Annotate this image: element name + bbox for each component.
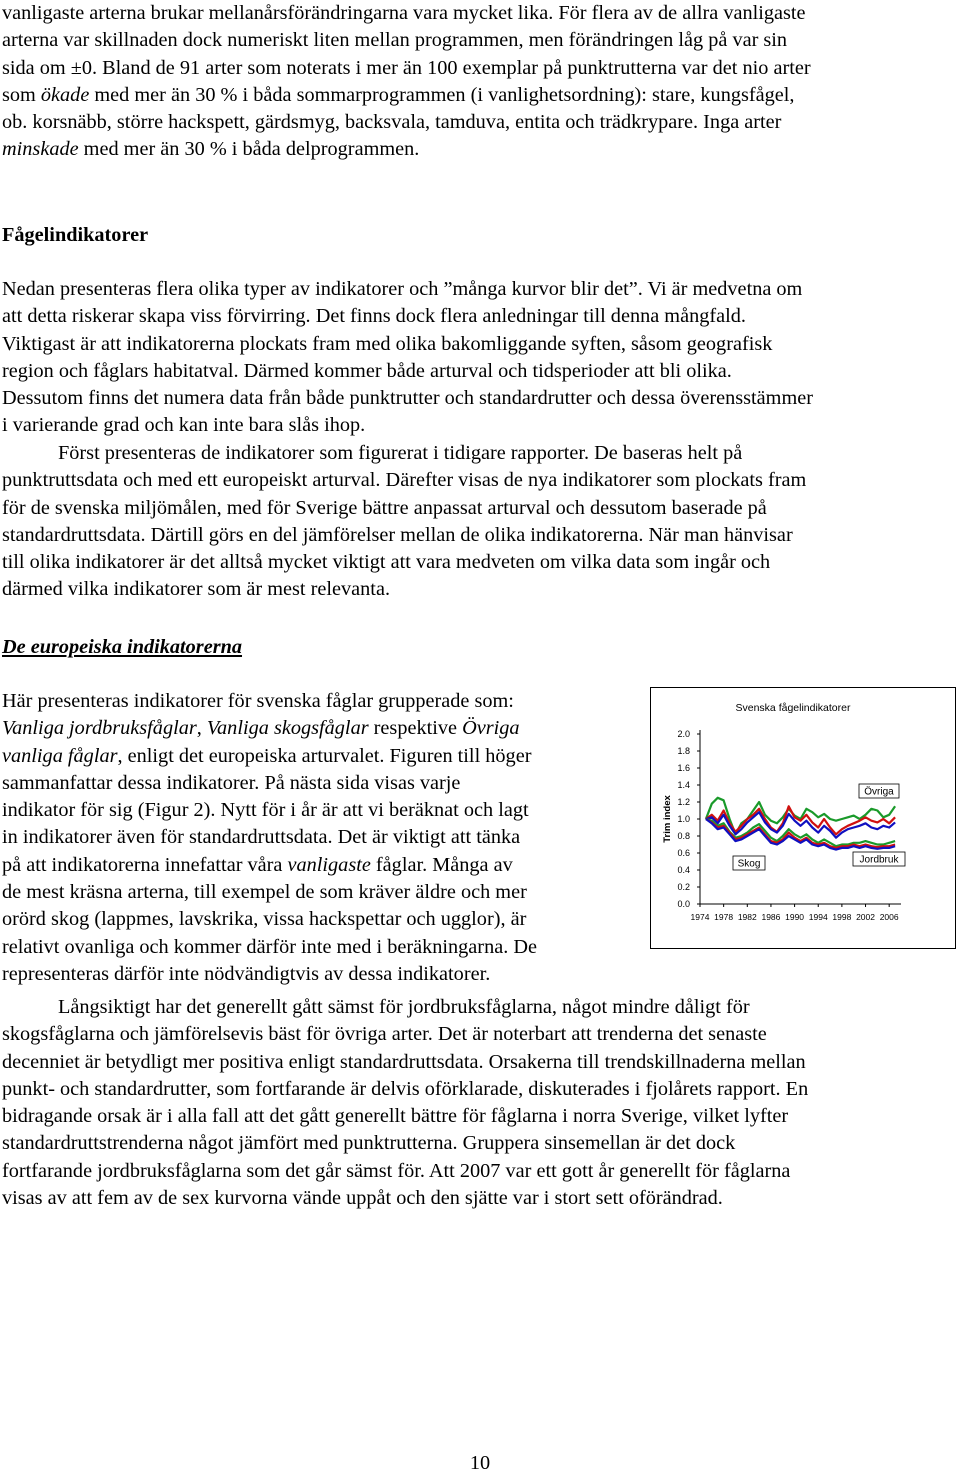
chart-series-line-2 xyxy=(706,806,895,834)
chart-x-tick-label: 1986 xyxy=(761,912,781,922)
eu-p1-line-10: relativt ovanliga och kommer därför inte med i beräkningarna. De xyxy=(2,935,537,958)
eu-p1-line-5: indikator för sig (Figur 2). Nytt för i år är att vi beräknat och lagt xyxy=(2,799,529,822)
chart-y-tick-label: 2.0 xyxy=(677,729,690,739)
eu-p2-line-6: standardruttstrenderna något jämfört med punktrutterna. Gruppera sinsemellan är det dock xyxy=(2,1132,736,1155)
intro-line-6-italic: minskade xyxy=(2,138,79,161)
eu-p1-line-1: Här presenteras indikatorer för svenska fåglar grupperade som: xyxy=(2,690,514,712)
chart-x-tick-label: 1994 xyxy=(808,912,828,922)
eu-p1-line-9: orörd skog (lappmes, lavskrika, vissa hackspettar och ugglor), är xyxy=(2,908,527,931)
intro-line-4-pre: som xyxy=(2,83,41,106)
ind-p1-line-4: region och fåglars habitatval. Därmed kommer både arturval och tidsperioder att bli olika. xyxy=(2,359,732,382)
chart-y-tick-label: 0.0 xyxy=(677,899,690,909)
chart-x-tick-label: 1978 xyxy=(714,912,734,922)
eu-p2-line-1: Långsiktigt har det generellt gått sämst för jordbruksfåglarna, något mindre dåligt för xyxy=(58,996,750,1018)
chart-y-tick-label: 1.8 xyxy=(677,746,690,756)
intro-line-1: vanligaste arterna brukar mellanårsförändringarna vara mycket lika. För flera av de allra vanligaste xyxy=(2,2,806,24)
ind-p2-line-4: standardruttsdata. Därtill görs en del jämförelser mellan de olika indikatorerna. När man hänvisar xyxy=(2,523,793,546)
eu-p2-line-5: bidragande orsak är i alla fall att det gått generellt bättre för fåglarna i norra Sverige, vilket lyfter xyxy=(2,1105,789,1128)
eu-p1-l3-i: vanliga fåglar xyxy=(2,744,118,767)
ind-p1-line-5: Dessutom finns det numera data från både punktrutter och standardrutter och dessa överensstämmer xyxy=(2,387,813,410)
chart-x-tick-label: 1982 xyxy=(737,912,757,922)
eu-p1-l7-i: vanligaste xyxy=(287,853,371,876)
chart-series-line-3 xyxy=(706,812,895,838)
eu-p1-line-11: representeras därför inte nödvändigtvis av dessa indikatorer. xyxy=(2,962,491,985)
eu-p1-l2-i3: Övriga xyxy=(462,717,520,740)
chart-y-tick-label: 1.2 xyxy=(677,797,690,807)
chart-y-tick-label: 1.6 xyxy=(677,763,690,773)
ind-p2-line-3: för de svenska miljömålen, med för Sverige bättre anpassat arturval och dessutom baserade på xyxy=(2,496,767,519)
section-heading-indicators: Fågelindikatorer xyxy=(2,224,149,246)
eu-p1-l2-sep: , xyxy=(196,717,207,740)
chart-x-tick-label: 2002 xyxy=(856,912,875,922)
ind-p2-line-6: därmed vilka indikatorer som är mest relevanta. xyxy=(2,578,391,601)
eu-p1-l7-pre: på att indikatorerna innefattar våra xyxy=(2,853,288,876)
chart-y-axis-label: Trim index xyxy=(662,795,673,843)
eu-p2-line-3: decenniet är betydligt mer positiva enligt standardruttsdata. Orsakerna till trendskillnaderna mellan xyxy=(2,1050,806,1073)
eu-p1-l3-post: , enligt det europeiska arturvalet. Figuren till höger xyxy=(117,744,532,767)
chart-x-tick-label: 1990 xyxy=(785,912,805,922)
eu-p1-l2-i2: Vanliga skogsfåglar xyxy=(206,717,369,740)
indicators-paragraph-1 xyxy=(2,276,813,440)
ind-p1-line-1: Nedan presenteras flera olika typer av indikatorer och ”många kurvor blir det”. Vi är medvetna om xyxy=(2,278,803,300)
indicators-paragraph-2 xyxy=(2,440,806,604)
intro-line-4-italic: ökade xyxy=(40,83,90,106)
european-paragraph-2 xyxy=(2,994,808,1212)
intro-line-5: ob. korsnäbb, större hackspett, gärdsmyg, backsvala, tamduva, entita och trädkrypare. Inga arter xyxy=(2,111,782,134)
intro-line-6-post: med mer än 30 % i båda delprogrammen. xyxy=(78,138,420,161)
chart-title: Svenska fågelindikatorer xyxy=(735,702,851,714)
intro-line-4-post: med mer än 30 % i båda sommarprogrammen (i vanlighetsordning): stare, kungsfågel, xyxy=(89,83,795,106)
page-number: 10 xyxy=(469,1452,491,1474)
chart-y-tick-label: 0.2 xyxy=(677,882,690,892)
eu-p1-line-4: sammanfattar dessa indikatorer. På nästa sida visas varje xyxy=(2,771,461,794)
eu-p2-line-4: punkt- och standardrutter, som fortfarande är delvis oförklarade, diskuterades i fjolårets rapport. En xyxy=(2,1077,809,1100)
ind-p2-line-2: punktruttsdata och med ett europeiskt arturval. Därefter visas de nya indikatorer som plockats fram xyxy=(2,469,807,492)
ind-p1-line-3: Viktigast är att indikatorerna plockats fram med olika bakomliggande syften, såsom geografisk xyxy=(2,332,773,355)
bird-indicator-chart xyxy=(650,687,956,949)
chart-annotation-label: Övriga xyxy=(864,786,894,798)
section-heading-european: De europeiska indikatorerna xyxy=(2,636,243,658)
ind-p1-line-2: att detta riskerar skapa viss förvirring. Det finns dock flera anledningar till denna mångfald. xyxy=(2,305,746,328)
eu-p1-line-8: de mest kräsna arterna, till exempel de som kräver äldre och mer xyxy=(2,881,527,904)
intro-line-3: sida om ±0. Bland de 91 arter som noterats i mer än 100 exemplar på punktrutterna var det nio arter xyxy=(2,56,811,79)
ind-p2-line-1: Först presenteras de indikatorer som figurerat i tidigare rapporter. De baseras helt på xyxy=(58,442,743,464)
chart-y-tick-label: 0.4 xyxy=(677,865,690,875)
chart-y-tick-label: 0.8 xyxy=(677,831,690,841)
chart-svg xyxy=(651,688,955,948)
eu-p1-l2-i1: Vanliga jordbruksfåglar xyxy=(2,717,197,740)
eu-p2-line-8: visas av att fem av de sex kurvorna vände uppåt och den sjätte var i stort sett oförändrad. xyxy=(2,1187,723,1210)
chart-y-tick-label: 1.0 xyxy=(677,814,690,824)
chart-annotation-label: Skog xyxy=(737,858,761,870)
intro-line-2: arterna var skillnaden dock numeriskt liten mellan programmen, men förändringen låg på var sin xyxy=(2,29,788,52)
chart-annotation-label: Jordbruk xyxy=(859,854,899,866)
eu-p1-l7-post: fåglar. Många av xyxy=(370,853,513,876)
chart-y-tick-label: 1.4 xyxy=(677,780,690,790)
intro-paragraph xyxy=(2,0,811,164)
eu-p1-line-6: in indikatorer även för standardruttsdata. Det är viktigt att tänka xyxy=(2,826,521,849)
chart-x-tick-label: 1974 xyxy=(690,912,710,922)
eu-p1-l2-mid: respektive xyxy=(368,717,463,740)
eu-p2-line-7: fortfarande jordbruksfåglarna som det går sämst för. Att 2007 var ett gott år generellt för fåglarna xyxy=(2,1159,791,1182)
ind-p2-line-5: till olika indikatorer är det alltså mycket viktigt att vara medveten om vilka data som ingår och xyxy=(2,551,771,574)
ind-p1-line-6: i varierande grad och kan inte bara slås ihop. xyxy=(2,414,366,437)
european-paragraph-1 xyxy=(2,688,537,988)
eu-p2-line-2: skogsfåglarna och jämförelsevis bäst för övriga arter. Det är noterbart att trenderna det senaste xyxy=(2,1023,767,1046)
chart-x-tick-label: 1998 xyxy=(832,912,852,922)
chart-y-tick-label: 0.6 xyxy=(677,848,690,858)
chart-x-tick-label: 2006 xyxy=(879,912,899,922)
